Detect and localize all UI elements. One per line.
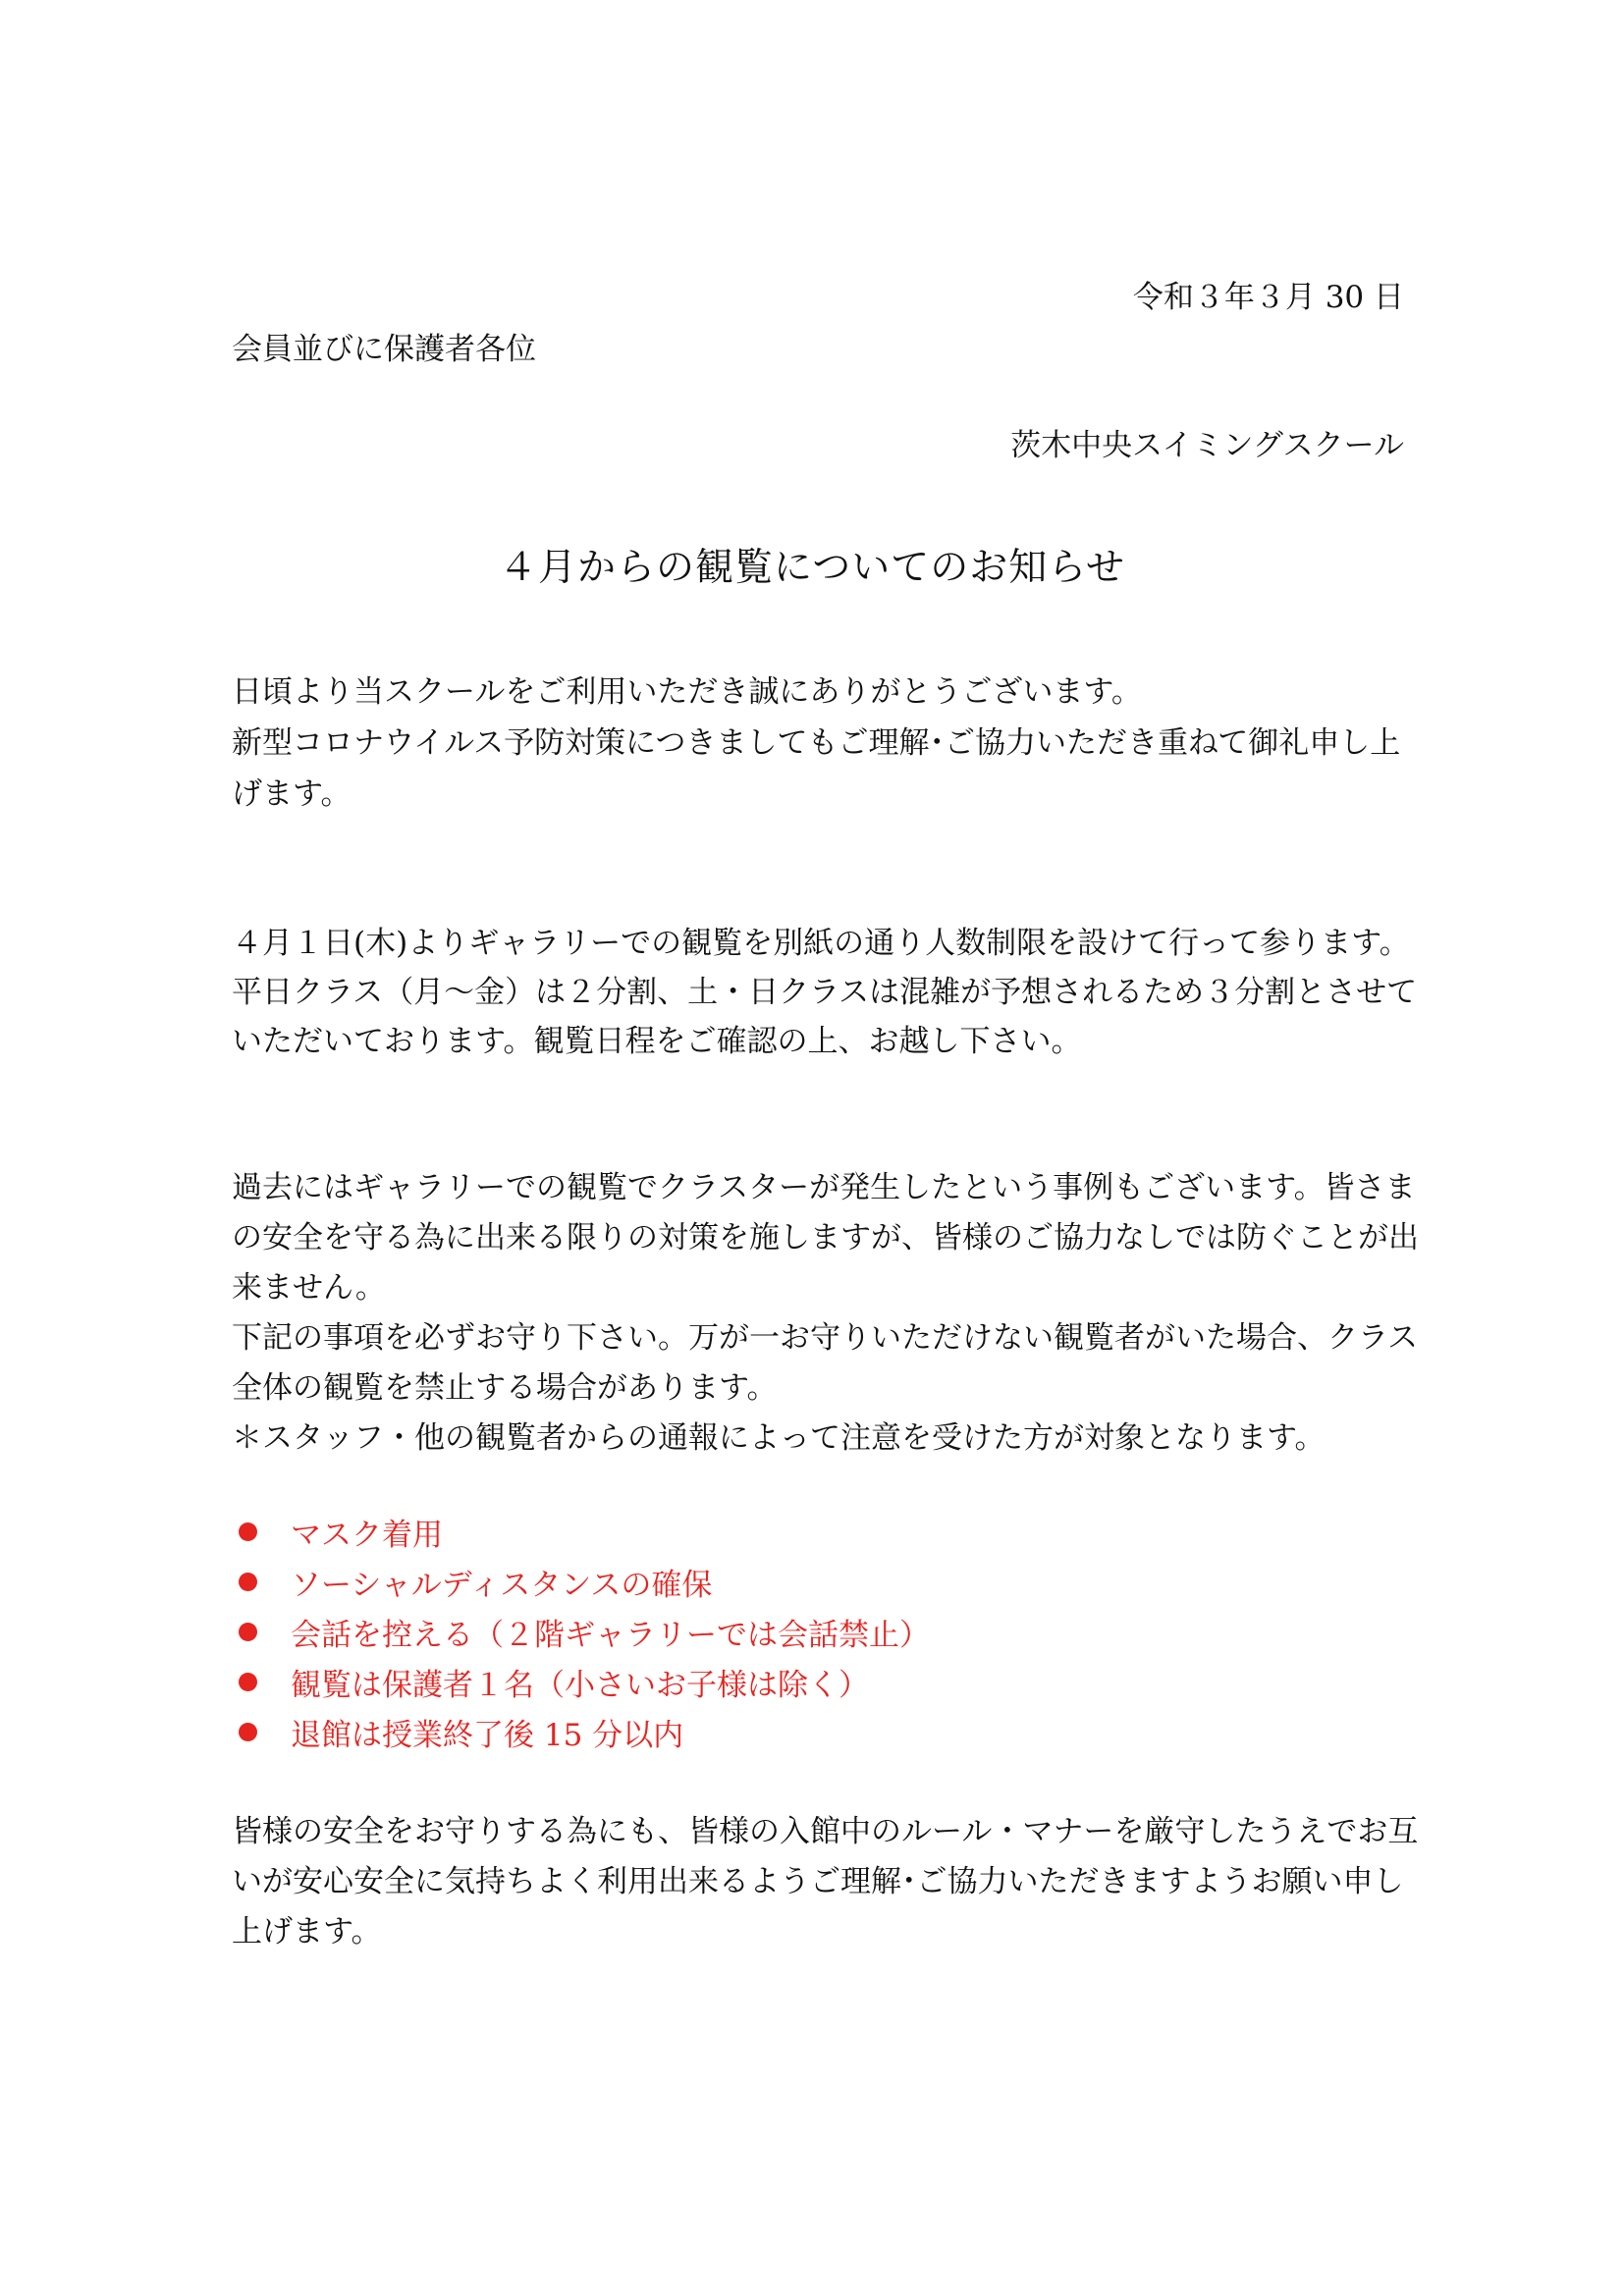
rule-text: 退館は授業終了後 15 分以内 <box>291 1718 684 1753</box>
paragraph-3-line-5: 全体の観覧を禁止する場合があります。 <box>232 1370 778 1406</box>
rule-item <box>232 1707 930 1757</box>
paragraph-2-line-2: 平日クラス（月～金）は２分割、土・日クラスは混雑が予想されるため３分割とさせて <box>232 975 1418 1010</box>
sender-name: 茨木中央スイミングスクール <box>1010 428 1404 463</box>
notice-date: 令和３年３月 30 日 <box>1132 280 1404 315</box>
paragraph-4-line-1: 皆様の安全をお守りする為にも、皆様の入館中のルール・マナーを厳守したうえでお互 <box>232 1814 1419 1849</box>
paragraph-3-line-2: の安全を守る為に出来る限りの対策を施しますが、皆様のご協力なしでは防ぐことが出 <box>232 1220 1419 1255</box>
bullet-dot-icon <box>239 1522 257 1541</box>
rule-text: マスク着用 <box>291 1518 443 1553</box>
bullet-dot-icon <box>239 1723 257 1741</box>
paragraph-2-line-3: いただいております。観覧日程をご確認の上、お越し下さい。 <box>232 1024 1082 1059</box>
paragraph-1-line-3: げます。 <box>232 776 352 812</box>
rule-text: 観覧は保護者１名（小さいお子様は除く） <box>291 1668 869 1703</box>
rule-text: ソーシャルディスタンスの確保 <box>291 1568 713 1603</box>
paragraph-2-line-1: ４月１日(木)よりギャラリーでの観覧を別紙の通り人数制限を設けて行って参ります。 <box>232 926 1410 961</box>
bullet-dot-icon <box>239 1623 257 1641</box>
paragraph-3-line-3: 来ません。 <box>232 1270 386 1306</box>
rule-item <box>232 1507 930 1557</box>
rule-text: 会話を控える（２階ギャラリーでは会話禁止） <box>291 1618 930 1653</box>
rule-item <box>232 1607 930 1657</box>
rule-item <box>232 1557 930 1607</box>
paragraph-3-line-4: 下記の事項を必ずお守り下さい。万が一お守りいただけない観覧者がいた場合、クラス <box>232 1320 1419 1356</box>
recipient-line: 会員並びに保護者各位 <box>232 332 536 367</box>
paragraph-4-line-2: いが安心安全に気持ちよく利用出来るようご理解･ご協力いただきますようお願い申し <box>232 1864 1404 1899</box>
bullet-dot-icon <box>239 1573 257 1591</box>
paragraph-4-line-3: 上げます。 <box>232 1914 382 1949</box>
paragraph-1-line-2: 新型コロナウイルス予防対策につきましてもご理解･ご協力いただき重ねて御礼申し上 <box>232 725 1401 761</box>
rules-list <box>232 1507 930 1757</box>
bullet-dot-icon <box>239 1673 257 1691</box>
paragraph-1-line-1: 日頃より当スクールをご利用いただき誠にありがとうございます。 <box>232 674 1142 710</box>
rule-item <box>232 1657 930 1707</box>
paragraph-3-line-6: ＊スタッフ・他の観覧者からの通報によって注意を受けた方が対象となります。 <box>232 1420 1326 1456</box>
document-title: ４月からの観覧についてのお知らせ <box>498 546 1126 590</box>
paragraph-3-line-1: 過去にはギャラリーでの観覧でクラスターが発生したという事例もございます。皆さま <box>232 1170 1416 1205</box>
